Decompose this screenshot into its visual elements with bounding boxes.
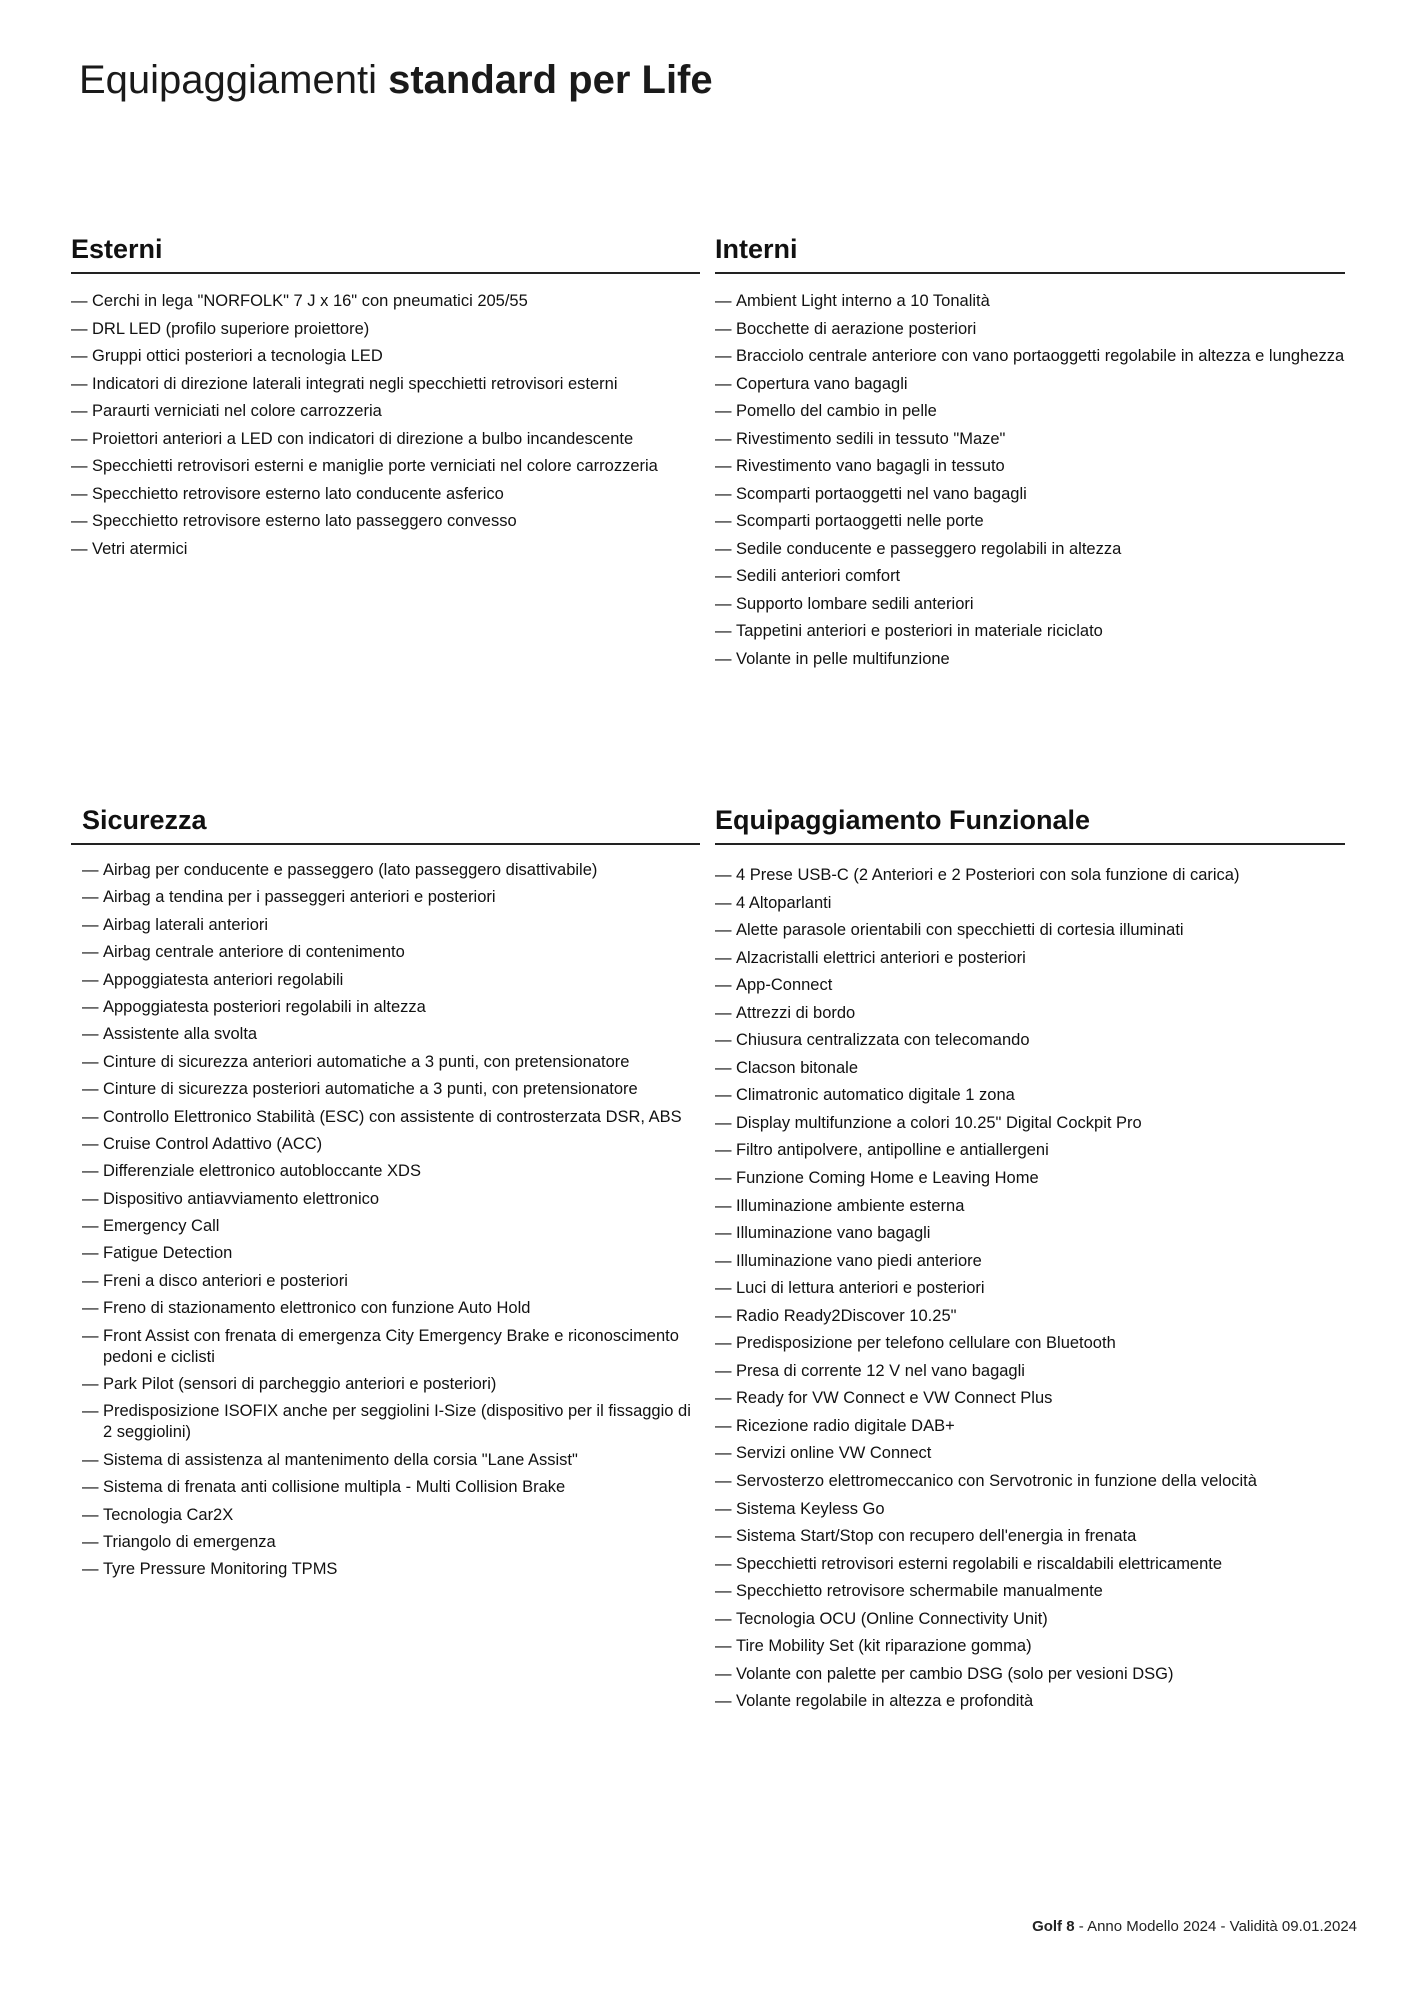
list-sicurezza <box>71 860 700 1580</box>
list-item: — Vetri atermici <box>71 539 700 560</box>
list-item: — Bocchette di aerazione posteriori <box>715 319 1345 340</box>
list-item: — Attrezzi di bordo <box>715 1003 1345 1024</box>
list-item: — Differenziale elettronico autobloccante XDS <box>82 1161 700 1182</box>
list-item: — Sistema Start/Stop con recupero dell'energia in frenata <box>715 1526 1345 1547</box>
page-title <box>79 56 713 104</box>
list-item: — Cruise Control Adattivo (ACC) <box>82 1134 700 1155</box>
list-item: — Rivestimento sedili in tessuto "Maze" <box>715 429 1345 450</box>
list-item: — Funzione Coming Home e Leaving Home <box>715 1168 1345 1189</box>
list-item: — Indicatori di direzione laterali integrati negli specchietti retrovisori esterni <box>71 374 700 395</box>
list-item: — Specchietti retrovisori esterni regolabili e riscaldabili elettricamente <box>715 1554 1345 1575</box>
page-title-bold: standard per Life <box>388 58 713 102</box>
list-item: — Volante regolabile in altezza e profondità <box>715 1691 1345 1712</box>
list-item: — Ricezione radio digitale DAB+ <box>715 1416 1345 1437</box>
section-esterni <box>71 232 700 566</box>
list-item: — Ambient Light interno a 10 Tonalità <box>715 291 1345 312</box>
list-item: — Predisposizione per telefono cellulare con Bluetooth <box>715 1333 1345 1354</box>
list-item: — Alette parasole orientabili con specchietti di cortesia illuminati <box>715 920 1345 941</box>
list-item: — Sistema di frenata anti collisione multipla - Multi Collision Brake <box>82 1477 700 1498</box>
list-item: — Tyre Pressure Monitoring TPMS <box>82 1559 700 1580</box>
list-item: — Illuminazione ambiente esterna <box>715 1196 1345 1217</box>
list-item: — Dispositivo antiavviamento elettronico <box>82 1189 700 1210</box>
section-title-sicurezza: Sicurezza <box>71 803 700 845</box>
list-item: — Specchietto retrovisore schermabile manualmente <box>715 1581 1345 1602</box>
list-item: — Appoggiatesta anteriori regolabili <box>82 970 700 991</box>
list-item: — Scomparti portaoggetti nel vano bagagli <box>715 484 1345 505</box>
list-item: — Cinture di sicurezza anteriori automatiche a 3 punti, con pretensionatore <box>82 1052 700 1073</box>
list-item: — Supporto lombare sedili anteriori <box>715 594 1345 615</box>
list-item: — Luci di lettura anteriori e posteriori <box>715 1278 1345 1299</box>
list-interni <box>715 291 1345 670</box>
list-item: — Fatigue Detection <box>82 1243 700 1264</box>
list-item: — Proiettori anteriori a LED con indicatori di direzione a bulbo incandescente <box>71 429 700 450</box>
section-interni <box>715 232 1345 676</box>
list-item: — Illuminazione vano bagagli <box>715 1223 1345 1244</box>
list-item: — Radio Ready2Discover 10.25" <box>715 1306 1345 1327</box>
list-item: — Cerchi in lega "NORFOLK" 7 J x 16" con pneumatici 205/55 <box>71 291 700 312</box>
list-item: — Freni a disco anteriori e posteriori <box>82 1271 700 1292</box>
list-item: — Appoggiatesta posteriori regolabili in altezza <box>82 997 700 1018</box>
list-item: — Triangolo di emergenza <box>82 1532 700 1553</box>
list-item: — Volante in pelle multifunzione <box>715 649 1345 670</box>
list-item: — Pomello del cambio in pelle <box>715 401 1345 422</box>
list-item: — Rivestimento vano bagagli in tessuto <box>715 456 1345 477</box>
list-item: — Airbag laterali anteriori <box>82 915 700 936</box>
list-item: — Assistente alla svolta <box>82 1024 700 1045</box>
list-item: — Copertura vano bagagli <box>715 374 1345 395</box>
footer <box>1032 1917 1357 1937</box>
list-item: — Specchietti retrovisori esterni e maniglie porte verniciati nel colore carrozzeria <box>71 456 700 477</box>
list-item: — Tire Mobility Set (kit riparazione gomma) <box>715 1636 1345 1657</box>
list-item: — Tappetini anteriori e posteriori in materiale riciclato <box>715 621 1345 642</box>
list-item: — Cinture di sicurezza posteriori automatiche a 3 punti, con pretensionatore <box>82 1079 700 1100</box>
list-item: — Airbag a tendina per i passeggeri anteriori e posteriori <box>82 887 700 908</box>
list-item: — Sedili anteriori comfort <box>715 566 1345 587</box>
list-item: — Gruppi ottici posteriori a tecnologia LED <box>71 346 700 367</box>
list-item: — Scomparti portaoggetti nelle porte <box>715 511 1345 532</box>
list-item: — Freno di stazionamento elettronico con funzione Auto Hold <box>82 1298 700 1319</box>
list-item: — Servosterzo elettromeccanico con Servotronic in funzione della velocità <box>715 1471 1345 1492</box>
list-item: — Servizi online VW Connect <box>715 1443 1345 1464</box>
section-sicurezza <box>71 803 700 1587</box>
list-item: — Paraurti verniciati nel colore carrozzeria <box>71 401 700 422</box>
footer-validity: - Anno Modello 2024 - Validità 09.01.2024 <box>1074 1918 1357 1935</box>
list-item: — 4 Prese USB-C (2 Anteriori e 2 Posteriori con sola funzione di carica) <box>715 865 1345 886</box>
list-item: — Sistema di assistenza al mantenimento della corsia "Lane Assist" <box>82 1450 700 1471</box>
section-title-funzionale: Equipaggiamento Funzionale <box>715 803 1345 845</box>
list-funzionale <box>715 865 1345 1712</box>
list-item: — Ready for VW Connect e VW Connect Plus <box>715 1388 1345 1409</box>
list-item: — Emergency Call <box>82 1216 700 1237</box>
list-item: — Alzacristalli elettrici anteriori e posteriori <box>715 948 1345 969</box>
list-item: — App-Connect <box>715 975 1345 996</box>
list-item: — Presa di corrente 12 V nel vano bagagli <box>715 1361 1345 1382</box>
list-item: — Sedile conducente e passeggero regolabili in altezza <box>715 539 1345 560</box>
list-item: — Controllo Elettronico Stabilità (ESC) con assistente di controsterzata DSR, ABS <box>82 1107 700 1128</box>
footer-model: Golf 8 <box>1032 1918 1075 1935</box>
list-item: — Predisposizione ISOFIX anche per seggiolini I-Size (dispositivo per il fissaggio di 2 seggiolini) <box>82 1401 700 1443</box>
list-item: — Sistema Keyless Go <box>715 1499 1345 1520</box>
list-item: — Volante con palette per cambio DSG (solo per vesioni DSG) <box>715 1664 1345 1685</box>
list-item: — Chiusura centralizzata con telecomando <box>715 1030 1345 1051</box>
list-item: — Filtro antipolvere, antipolline e antiallergeni <box>715 1140 1345 1161</box>
list-item: — 4 Altoparlanti <box>715 893 1345 914</box>
list-item: — Illuminazione vano piedi anteriore <box>715 1251 1345 1272</box>
list-item: — Tecnologia OCU (Online Connectivity Unit) <box>715 1609 1345 1630</box>
list-item: — Specchietto retrovisore esterno lato conducente asferico <box>71 484 700 505</box>
list-item: — Specchietto retrovisore esterno lato passeggero convesso <box>71 511 700 532</box>
list-item: — DRL LED (profilo superiore proiettore) <box>71 319 700 340</box>
list-item: — Clacson bitonale <box>715 1058 1345 1079</box>
list-item: — Front Assist con frenata di emergenza City Emergency Brake e riconoscimento pedoni e ciclisti <box>82 1326 700 1368</box>
list-item: — Bracciolo centrale anteriore con vano portaoggetti regolabile in altezza e lunghezza <box>715 346 1345 367</box>
list-item: — Park Pilot (sensori di parcheggio anteriori e posteriori) <box>82 1374 700 1395</box>
section-title-esterni: Esterni <box>71 232 700 274</box>
list-item: — Display multifunzione a colori 10.25" Digital Cockpit Pro <box>715 1113 1345 1134</box>
section-funzionale <box>715 803 1345 1719</box>
section-title-interni: Interni <box>715 232 1345 274</box>
page-title-light: Equipaggiamenti <box>79 58 389 102</box>
list-esterni <box>71 291 700 560</box>
list-item: — Tecnologia Car2X <box>82 1505 700 1526</box>
list-item: — Climatronic automatico digitale 1 zona <box>715 1085 1345 1106</box>
list-item: — Airbag per conducente e passeggero (lato passeggero disattivabile) <box>82 860 700 881</box>
list-item: — Airbag centrale anteriore di contenimento <box>82 942 700 963</box>
